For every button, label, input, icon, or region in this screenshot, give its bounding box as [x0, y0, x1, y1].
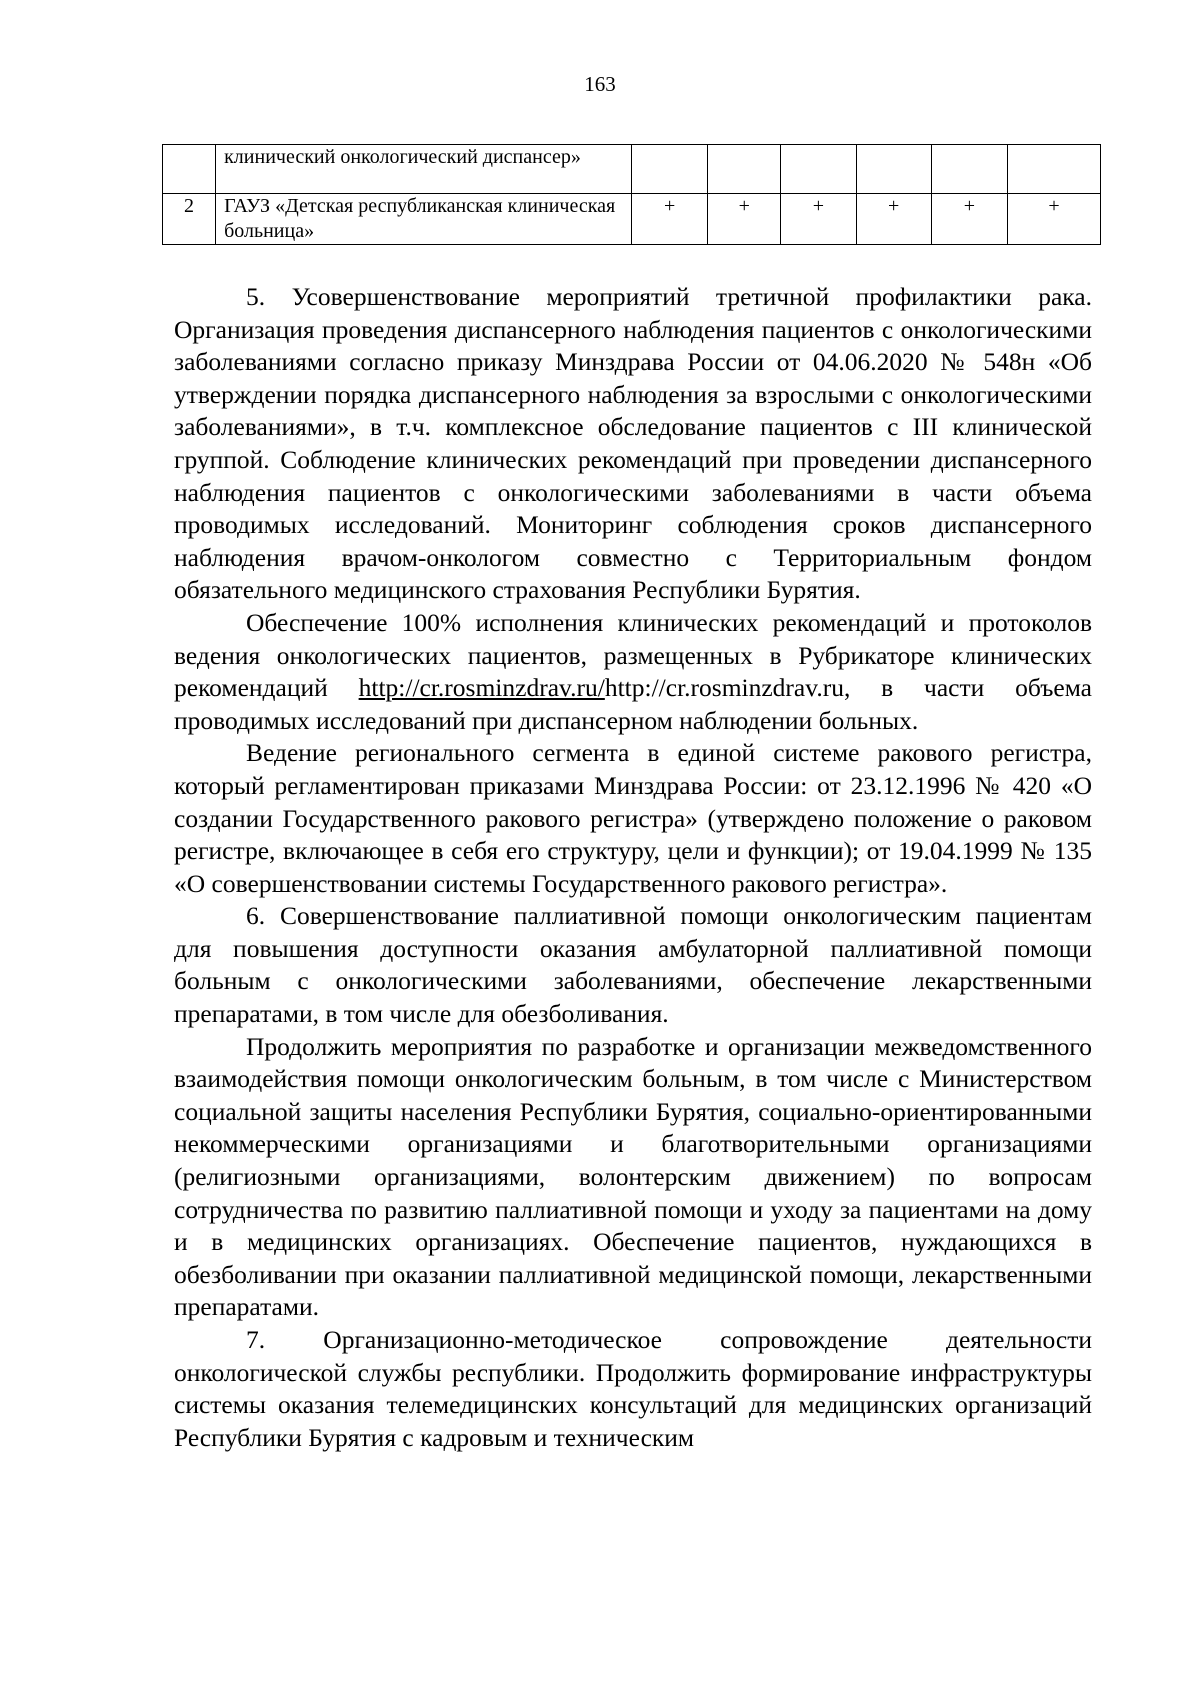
paragraph-interagency: Продолжить мероприятия по разработке и организации межведомственного взаимодействия помощи онкологическим больным, в том числе с Министерством социальной защиты населения Республики Бурятия, социально-ориентированными некоммерческими организациями и благотворительными организациями (религиозными организациями, волонтерским движением) по вопросам сотрудничества по развитию паллиативной помощи и уходу за пациентами на дому и в медицинских организациях. Обеспечение пациентов, нуждающихся в обезболивании при оказании паллиативной медицинской помощи, лекарственными препаратами. — [174, 1031, 1092, 1322]
paragraph-item-6: 6. Совершенствование паллиативной помощи онкологическим пациентам для повышения доступности оказания амбулаторной паллиативной помощи больным с онкологическими заболеваниями, обеспечение лекарственными препаратами, в том числе для обезболивания. — [174, 901, 1092, 1029]
page-number: 163 — [584, 72, 616, 96]
table-row — [163, 194, 1101, 245]
row-number: 2 — [163, 194, 216, 245]
facility-name: ГАУЗ «Детская республиканская клиническая больница» — [216, 194, 632, 245]
mark-cell: + — [931, 194, 1007, 245]
rubricator-link[interactable]: http://cr.rosminzdrav.ru/ — [358, 673, 605, 703]
paragraph-recommendations-tail: http://cr.rosminzdrav.ru, в части объема проводимых исследований при диспансерном наблюдении больных. — [174, 673, 1093, 735]
mark-cell — [708, 145, 781, 194]
mark-cell — [631, 145, 707, 194]
table-row — [163, 145, 1101, 194]
mark-cell — [856, 145, 931, 194]
document-body — [174, 281, 1092, 1454]
paragraph-cancer-registry: Ведение регионального сегмента в единой системе ракового регистра, который регламентирован приказами Минздрава России: от 23.12.1996 № 420 «О создании Государственного ракового регистра» (утверждено положение о раковом регистре, включающее в себя его структуру, цели и функции); от 19.04.1999 № 135 «О совершенствовании системы Государственного ракового регистра». — [174, 738, 1092, 898]
mark-cell: + — [856, 194, 931, 245]
paragraph-item-7: 7. Организационно-методическое сопровождение деятельности онкологической службы республики. Продолжить формирование инфраструктуры системы оказания телемедицинских консультаций для медицинских организаций Республики Бурятия с кадровым и техническим — [174, 1325, 1092, 1452]
row-number — [163, 145, 216, 194]
facility-name: клинический онкологический диспансер» — [216, 145, 632, 194]
paragraph-item-5: 5. Усовершенствование мероприятий третичной профилактики рака. Организация проведения диспансерного наблюдения пациентов с онкологическими заболеваниями согласно приказу Минздрава России от 04.06.2020 № 548н «Об утверждении порядка диспансерного наблюдения за взрослыми с онкологическими заболеваниями», в т.ч. комплексное обследование пациентов с III клинической группой. Соблюдение клинических рекомендаций при проведении диспансерного наблюдения пациентов с онкологическими заболеваниями в части объема проводимых исследований. Мониторинг соблюдения сроков диспансерного наблюдения врачом-онкологом совместно с Территориальным фондом обязательного медицинского страхования Республики Бурятия. — [174, 282, 1092, 605]
paragraph-recommendations — [174, 607, 1092, 737]
mark-cell — [781, 145, 856, 194]
mark-cell: + — [708, 194, 781, 245]
paragraph-recommendations-text: Обеспечение 100% исполнения клинических рекомендаций и протоколов ведения онкологических пациентов, размещенных в Рубрикаторе клинических рекомендаций — [174, 607, 1092, 703]
mark-cell — [1008, 145, 1101, 194]
mark-cell: + — [781, 194, 856, 245]
facilities-table — [162, 144, 1101, 245]
mark-cell — [931, 145, 1007, 194]
mark-cell: + — [631, 194, 707, 245]
mark-cell: + — [1008, 194, 1101, 245]
